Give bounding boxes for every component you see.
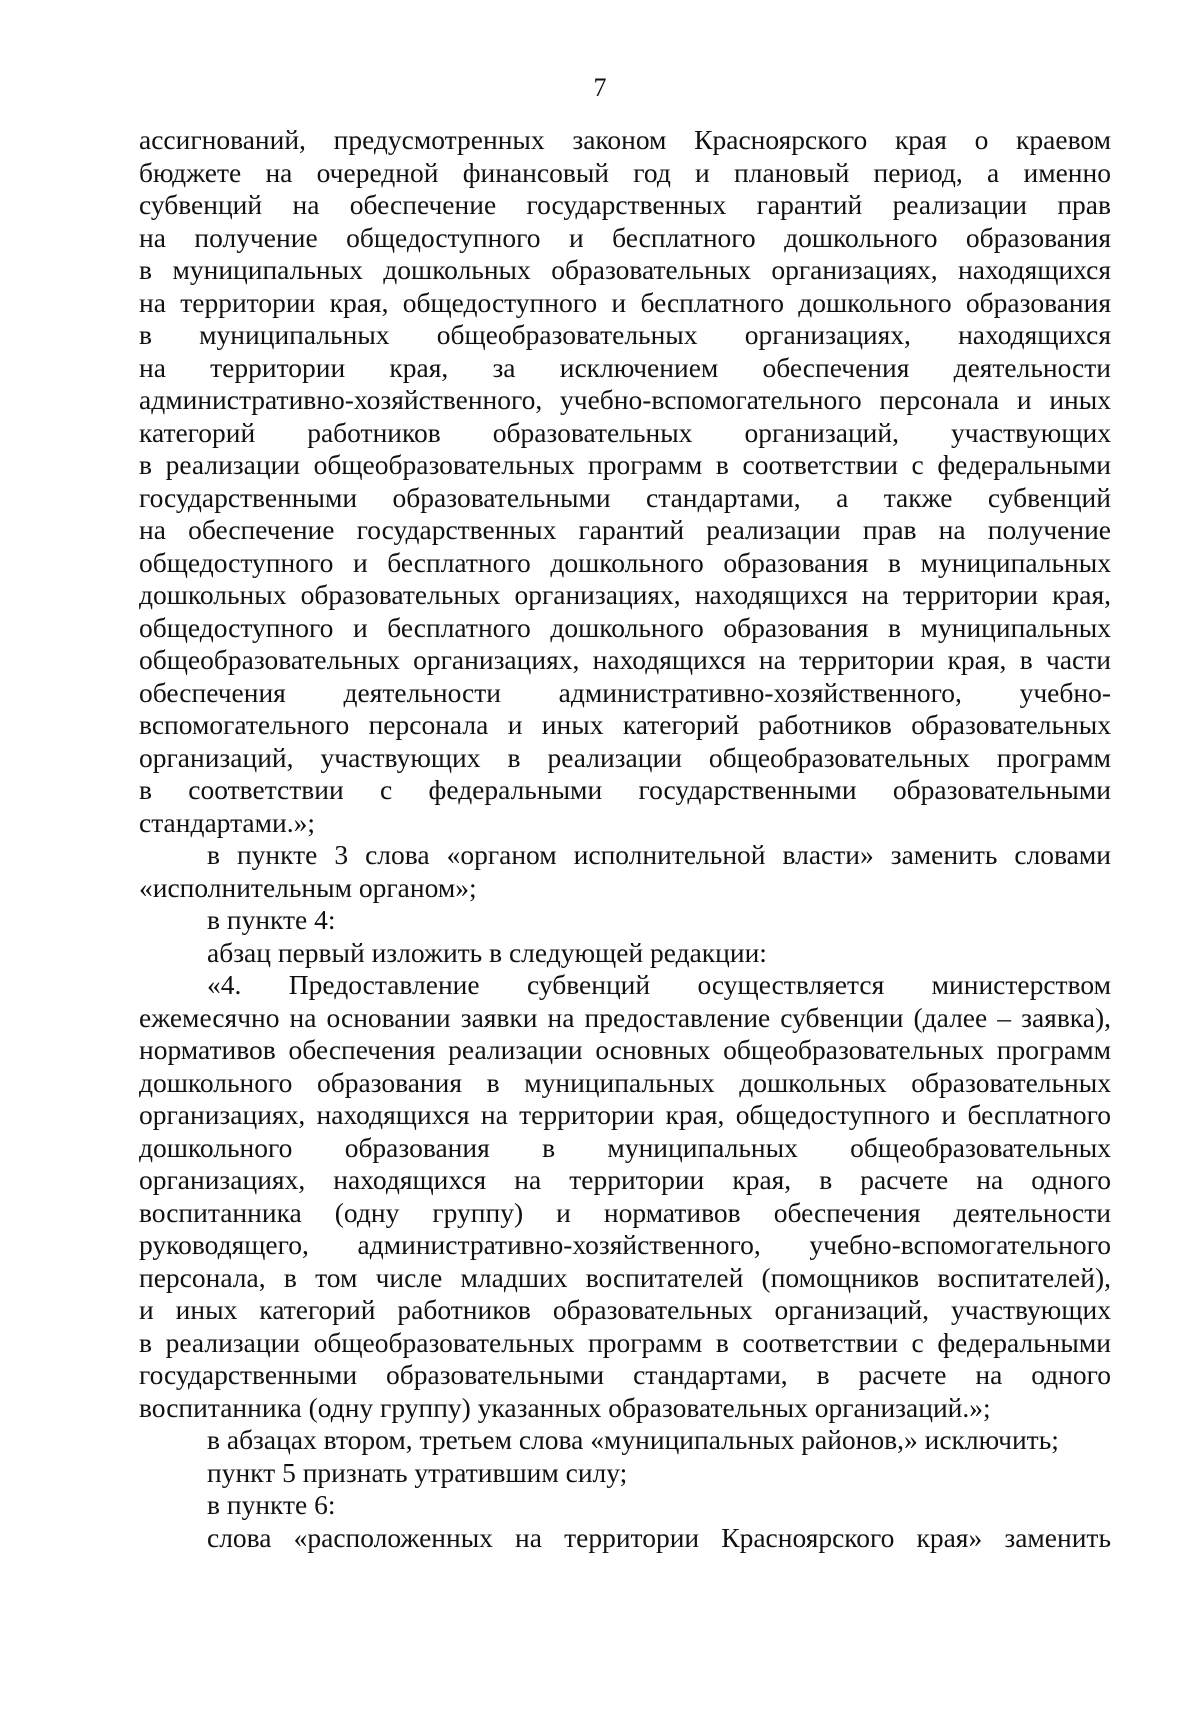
text-line: в пункте 6: [207, 1489, 336, 1520]
text-line: дошкольного образования в муниципальных общеобразовательных [139, 1131, 1111, 1163]
text-line: в соответствии с федеральными государственными образовательными [139, 774, 1111, 805]
text-line: воспитанника (одну группу) и нормативов обеспечения деятельности [139, 1196, 1111, 1228]
text-line: на территории края, общедоступного и бесплатного дошкольного образования [139, 286, 1111, 318]
text-line: в реализации общеобразовательных программ в соответствии с федеральными [139, 1326, 1111, 1358]
text-line: организаций, участвующих в реализации общеобразовательных программ [139, 741, 1111, 773]
text-line: государственными образовательными стандартами, а также субвенций [139, 481, 1111, 513]
text-line: стандартами.»; [139, 806, 316, 838]
text-line: организациях, находящихся на территории края, в расчете на одного [139, 1164, 1111, 1195]
text-line: общедоступного и бесплатного дошкольного образования в муниципальных [139, 611, 1111, 643]
body-text [139, 124, 1111, 1554]
text-line: в пункте 4: [207, 904, 336, 935]
text-line: персонала, в том числе младших воспитателей (помощников воспитателей), [139, 1261, 1111, 1293]
text-line: административно-хозяйственного, учебно-вспомогательного персонала и иных [139, 384, 1111, 415]
text-line: нормативов обеспечения реализации основных общеобразовательных программ [139, 1034, 1111, 1065]
text-line: руководящего, административно-хозяйственного, учебно-вспомогательного [139, 1229, 1111, 1260]
text-line: на получение общедоступного и бесплатного дошкольного образования [139, 221, 1111, 253]
text-line: в реализации общеобразовательных программ в соответствии с федеральными [139, 449, 1111, 480]
text-line: и иных категорий работников образовательных организаций, участвующих [139, 1294, 1111, 1325]
text-line: в пункте 3 слова «органом исполнительной власти» заменить словами [207, 839, 1111, 870]
text-line: пункт 5 признать утратившим силу; [207, 1456, 628, 1488]
text-line: на обеспечение государственных гарантий реализации прав на получение [139, 514, 1111, 545]
text-line: дошкольного образования в муниципальных дошкольных образовательных [139, 1066, 1111, 1098]
text-line: ассигнований, предусмотренных законом Красноярского края о краевом [139, 124, 1111, 155]
text-line: абзац первый изложить в следующей редакции: [207, 936, 767, 968]
text-line: вспомогательного персонала и иных категорий работников образовательных [139, 709, 1111, 740]
text-line: бюджете на очередной финансовый год и плановый период, а именно [139, 156, 1111, 188]
text-line: слова «расположенных на территории Красноярского края» заменить [207, 1521, 1111, 1553]
text-line: общедоступного и бесплатного дошкольного образования в муниципальных [139, 546, 1111, 578]
text-line: общеобразовательных организациях, находящихся на территории края, в части [139, 644, 1111, 675]
text-line: в муниципальных общеобразовательных организациях, находящихся [139, 319, 1111, 350]
text-line: категорий работников образовательных организаций, участвующих [139, 416, 1111, 448]
text-line: организациях, находящихся на территории края, общедоступного и бесплатного [139, 1099, 1111, 1130]
text-line: дошкольных образовательных организациях, находящихся на территории края, [139, 579, 1111, 610]
text-line: в абзацах втором, третьем слова «муниципальных районов,» исключить; [207, 1424, 1059, 1455]
page-number: 7 [593, 73, 607, 102]
text-line: «4. Предоставление субвенций осуществляется министерством [207, 969, 1111, 1000]
text-line: «исполнительным органом»; [139, 871, 477, 903]
text-line: в муниципальных дошкольных образовательных организациях, находящихся [139, 254, 1111, 285]
text-line: государственными образовательными стандартами, в расчете на одного [139, 1359, 1111, 1390]
text-line: обеспечения деятельности административно-хозяйственного, учебно- [139, 676, 1111, 708]
text-line: на территории края, за исключением обеспечения деятельности [139, 351, 1111, 383]
text-line: субвенций на обеспечение государственных гарантий реализации прав [139, 189, 1111, 220]
text-line: воспитанника (одну группу) указанных образовательных организаций.»; [139, 1391, 991, 1423]
text-line: ежемесячно на основании заявки на предоставление субвенции (далее – заявка), [139, 1001, 1111, 1033]
